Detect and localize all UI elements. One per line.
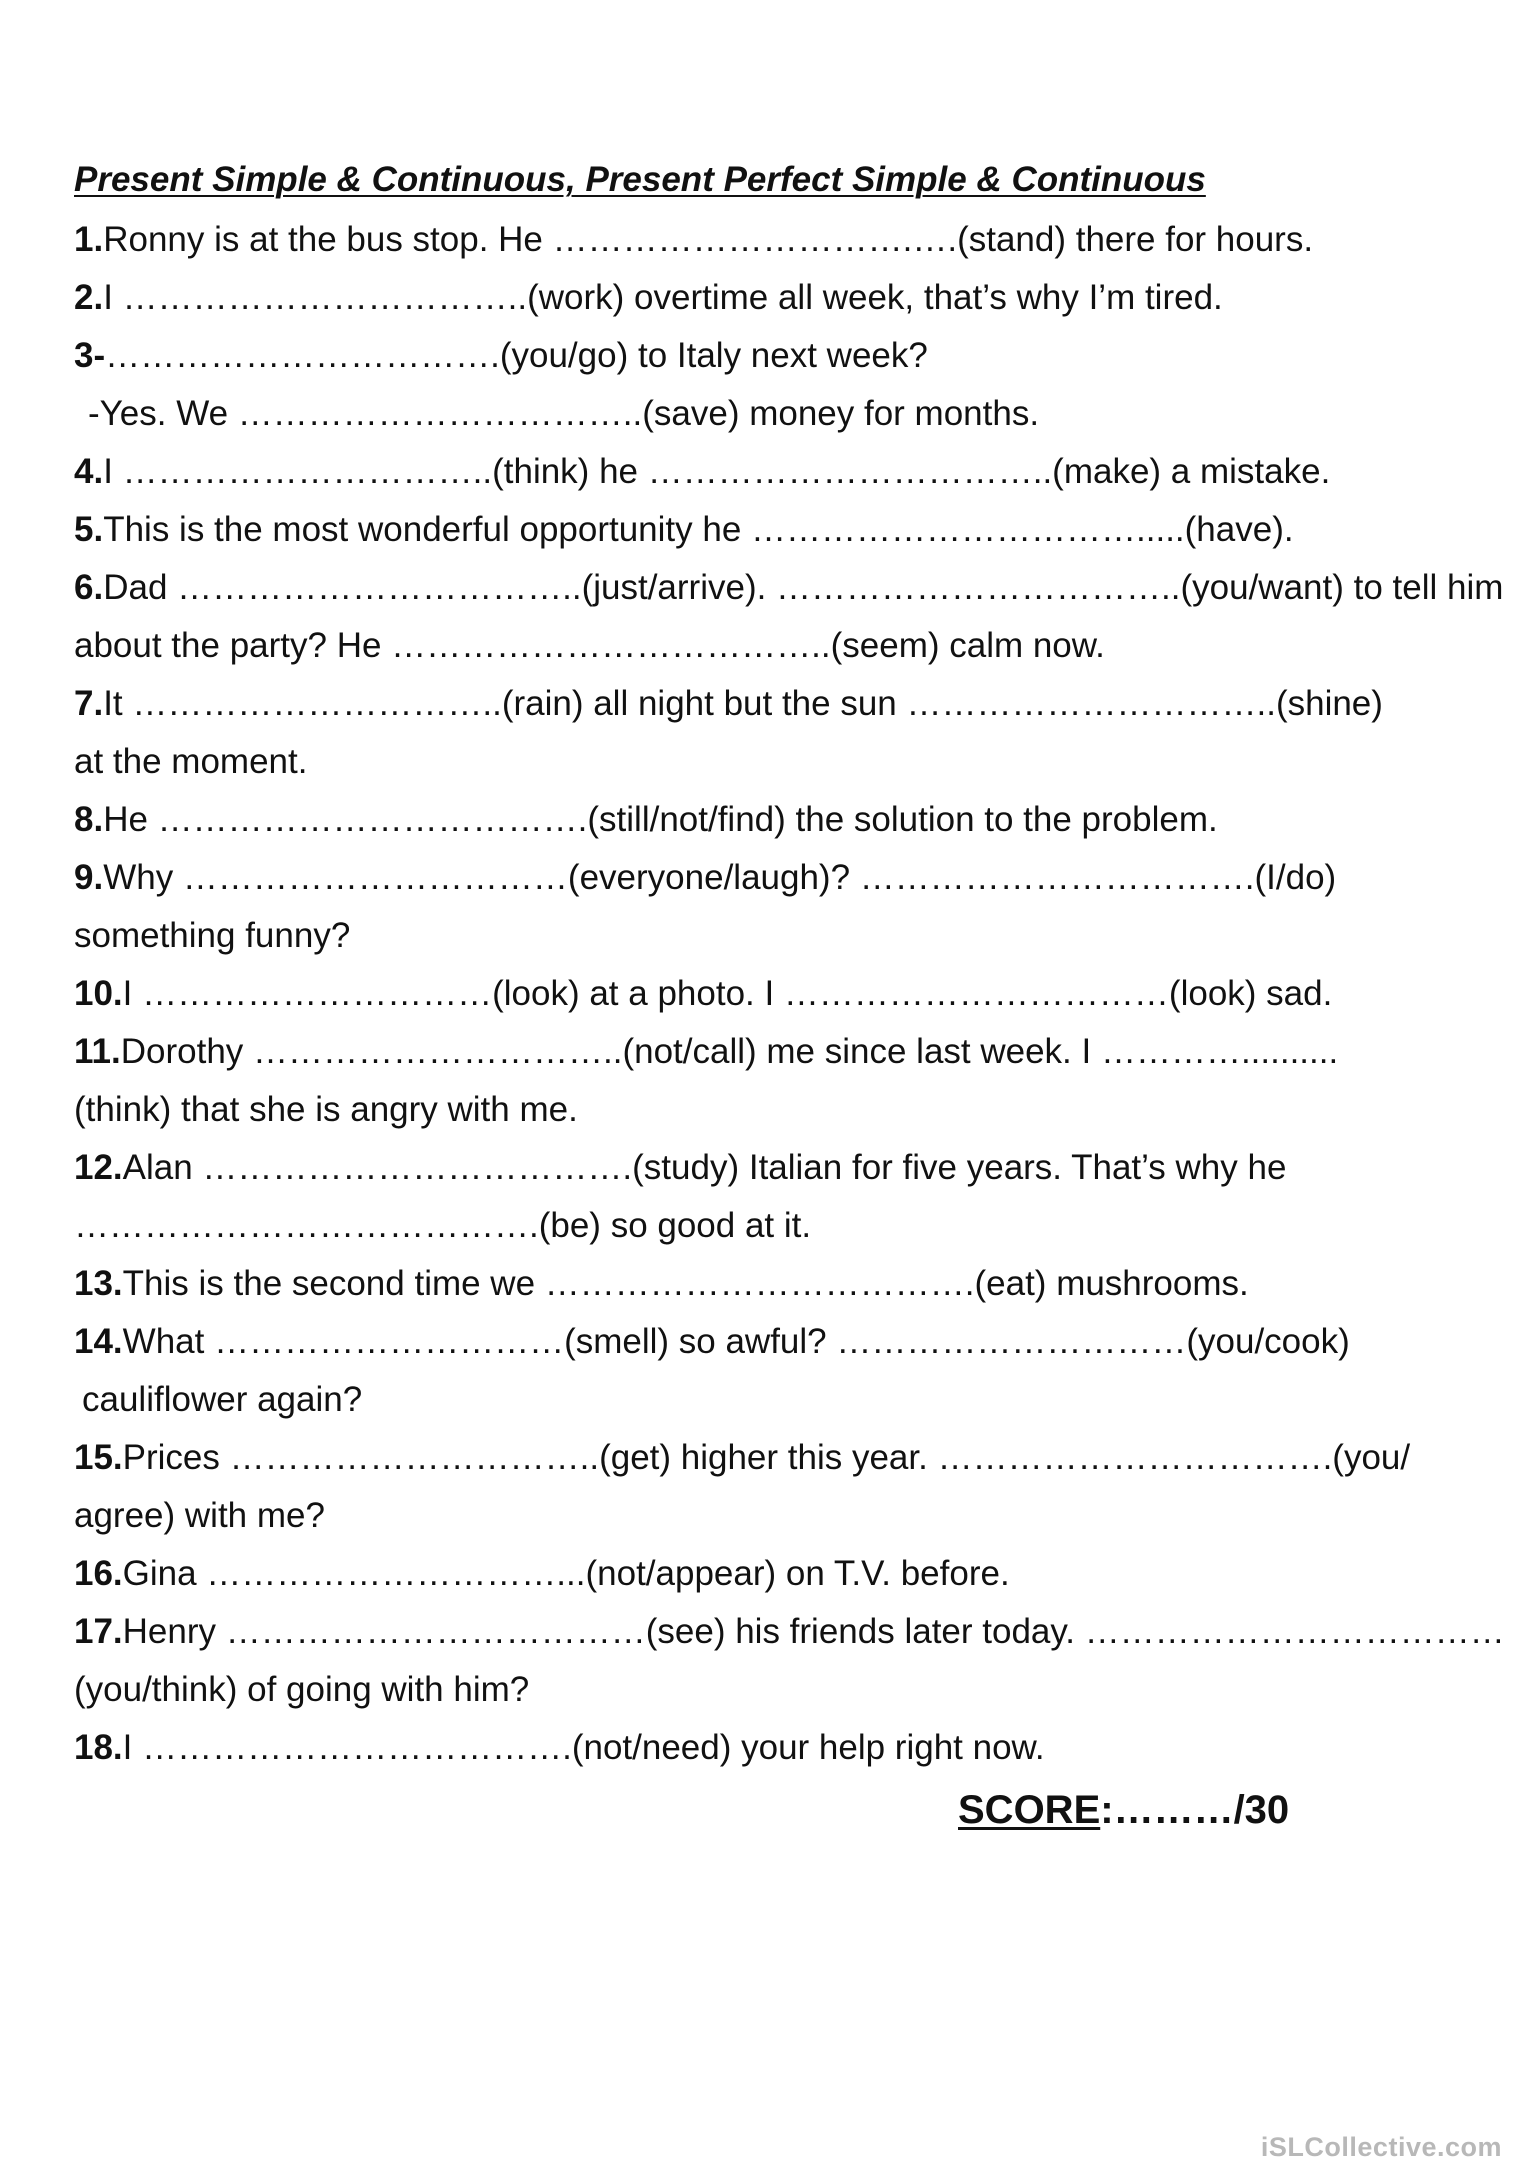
item-number: 11. xyxy=(74,1032,121,1071)
exercise-line-6-cont xyxy=(74,624,1105,668)
exercise-line-12 xyxy=(74,1146,1286,1190)
item-number: 6. xyxy=(74,568,104,607)
item-text: Dorothy …………………………..(not/call) me since last week. I ………….......... xyxy=(120,1032,1339,1071)
item-text: I ……………………………….(not/need) your help right now. xyxy=(122,1728,1045,1767)
site-watermark: iSLCollective.com xyxy=(1260,2132,1502,2162)
item-text: agree) with me? xyxy=(74,1496,325,1535)
exercise-line-9 xyxy=(74,856,1336,900)
item-number: 15. xyxy=(74,1438,123,1477)
item-text: (think) that she is angry with me. xyxy=(74,1090,578,1129)
exercise-line-16 xyxy=(74,1552,1010,1596)
item-text: -Yes. We ……………………………..(save) money for months. xyxy=(88,394,1040,433)
item-number: 12. xyxy=(74,1148,123,1187)
item-text: He ……………………………….(still/not/find) the solution to the problem. xyxy=(103,800,1218,839)
item-text: I …………………………(look) at a photo. I ……………………………(look) sad. xyxy=(122,974,1333,1013)
item-number: 4. xyxy=(74,452,104,491)
item-text: I …………………………..(think) he ……………………………..(make) a mistake. xyxy=(103,452,1331,491)
score-label: SCORE xyxy=(958,1788,1101,1832)
exercise-line-7 xyxy=(74,682,1383,726)
item-number: 17. xyxy=(74,1612,123,1651)
item-text: Ronny is at the bus stop. He ………………………….….(stand) there for hours. xyxy=(103,220,1314,259)
exercise-line-1 xyxy=(74,218,1313,262)
item-text: cauliflower again? xyxy=(82,1380,363,1419)
exercise-line-9-cont xyxy=(74,914,350,958)
item-number: 9. xyxy=(74,858,104,897)
exercise-line-5 xyxy=(74,508,1294,552)
item-text: This is the most wonderful opportunity he …………………………….....(have). xyxy=(103,510,1294,549)
item-text: This is the second time we ……………………………….(eat) mushrooms. xyxy=(122,1264,1249,1303)
item-text: It …………………………..(rain) all night but the sun …………………………..(shine) xyxy=(103,684,1383,723)
item-number: 18. xyxy=(74,1728,123,1767)
item-number: 10. xyxy=(74,974,123,1013)
item-text: I ……………………………..(work) overtime all week, that’s why I’m tired. xyxy=(103,278,1223,317)
exercise-line-7-cont xyxy=(74,740,307,784)
item-number: 13. xyxy=(74,1264,123,1303)
exercise-line-15 xyxy=(74,1436,1410,1480)
item-number: 14. xyxy=(74,1322,123,1361)
exercise-line-17 xyxy=(74,1610,1505,1654)
item-text: (you/think) of going with him? xyxy=(74,1670,530,1709)
exercise-line-3-reply xyxy=(88,392,1039,436)
exercise-line-18 xyxy=(74,1726,1045,1770)
score-box xyxy=(958,1788,1289,1833)
item-number: 1. xyxy=(74,220,104,259)
worksheet-title: Present Simple & Continuous, Present Perfect Simple & Continuous xyxy=(74,160,1206,199)
exercise-line-6 xyxy=(74,566,1503,610)
exercise-line-2 xyxy=(74,276,1223,320)
item-text: something funny? xyxy=(74,916,351,955)
item-text: Dad ……………………………..(just/arrive). ……………………………..(you/want) to tell him xyxy=(103,568,1504,607)
score-value: :………/30 xyxy=(1100,1788,1290,1832)
item-text: Henry ………………………………(see) his friends later today. ……………………………… xyxy=(122,1612,1505,1651)
exercise-line-8 xyxy=(74,798,1218,842)
exercise-line-4 xyxy=(74,450,1330,494)
item-text: Prices …………………………..(get) higher this year. …………………………….(you/ xyxy=(122,1438,1411,1477)
item-text: …………………………….(you/go) to Italy next week? xyxy=(105,336,928,375)
exercise-line-14-cont xyxy=(82,1378,362,1422)
item-text: Alan ……………………………….(study) Italian for five years. That’s why he xyxy=(122,1148,1287,1187)
item-number: 8. xyxy=(74,800,104,839)
exercise-line-11-cont xyxy=(74,1088,578,1132)
item-number: 3- xyxy=(74,336,106,375)
exercise-line-12-cont xyxy=(74,1204,811,1248)
item-text: Gina …………………………...(not/appear) on T.V. before. xyxy=(122,1554,1010,1593)
item-text: at the moment. xyxy=(74,742,308,781)
item-number: 16. xyxy=(74,1554,123,1593)
exercise-line-14 xyxy=(74,1320,1350,1364)
item-number: 2. xyxy=(74,278,104,317)
item-text: What …………………………(smell) so awful? …………………………(you/cook) xyxy=(122,1322,1350,1361)
exercise-line-13 xyxy=(74,1262,1249,1306)
item-number: 5. xyxy=(74,510,104,549)
item-text: ………………………………….(be) so good at it. xyxy=(74,1206,812,1245)
item-text: about the party? He ………………………………..(seem) calm now. xyxy=(74,626,1105,665)
exercise-line-3 xyxy=(74,334,928,378)
exercise-line-10 xyxy=(74,972,1332,1016)
exercise-line-11 xyxy=(74,1030,1338,1074)
exercise-line-17-cont xyxy=(74,1668,529,1712)
exercise-line-15-cont xyxy=(74,1494,325,1538)
item-text: Why ……………………………(everyone/laugh)? …………………………….(I/do) xyxy=(103,858,1337,897)
item-number: 7. xyxy=(74,684,104,723)
